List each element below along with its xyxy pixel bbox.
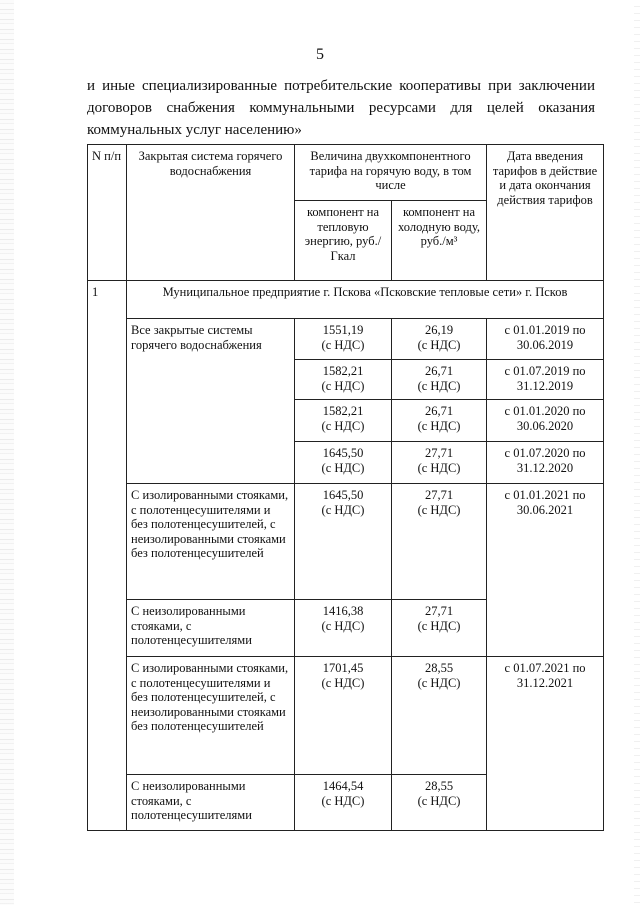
heat-vat: (с НДС) [321,618,365,633]
system-cell: Все закрытые системы горячего водоснабжения [127,319,295,484]
period-cell: с 01.01.2019 по 30.06.2019 [487,319,604,360]
water-value-cell [392,775,487,831]
heat-value-cell [295,360,392,400]
heat-vat: (с НДС) [321,418,365,433]
heat-vat: (с НДС) [321,793,365,808]
heat-value: 1464,54 [322,779,364,793]
period-cell: с 01.01.2020 по 30.06.2020 [487,400,604,442]
heat-vat: (с НДС) [321,675,365,690]
heat-value: 1416,38 [322,604,364,618]
water-value-cell [392,319,487,360]
heat-vat: (с НДС) [321,337,365,352]
heat-value-cell [295,600,392,657]
period-cell: с 01.07.2019 по 31.12.2019 [487,360,604,400]
section-number: 1 [88,281,127,831]
water-value-cell [392,484,487,600]
scan-right-edge [634,0,640,905]
intro-paragraph [87,75,595,141]
water-value-cell [392,600,487,657]
heat-value-cell [295,400,392,442]
water-vat: (с НДС) [417,418,461,433]
water-vat: (с НДС) [417,793,461,808]
water-value: 27,71 [424,446,454,460]
section-title: Муниципальное предприятие г. Пскова «Псковские тепловые сети» г. Псков [127,281,604,319]
water-value: 28,55 [424,779,454,793]
heat-vat: (с НДС) [321,378,365,393]
water-value: 26,71 [424,404,454,418]
intro-line: и иные специализированные потребительские кооперативы при заключении [87,78,595,94]
header-water-component: компонент на холодную воду, руб./м³ [392,201,487,281]
heat-value-cell [295,484,392,600]
water-vat: (с НДС) [417,618,461,633]
period-cell: с 01.07.2021 по 31.12.2021 [487,657,604,775]
period-cell [487,600,604,657]
water-vat: (с НДС) [417,502,461,517]
water-value: 27,71 [424,488,454,502]
water-value-cell [392,400,487,442]
page-number: 5 [316,46,324,63]
heat-value: 1645,50 [322,446,364,460]
system-cell: С изолированными стояками, с полотенцесушителями и без полотенцесушителей, с неизолированными стояками без полотенцесушителей [127,657,295,775]
header-dates: Дата введения тарифов в действие и дата окончания действия тарифов [487,145,604,281]
period-cell: с 01.01.2021 по 30.06.2021 [487,484,604,600]
period-cell [487,775,604,831]
intro-line: коммунальных услуг населению» [87,122,302,138]
heat-value: 1701,45 [322,661,364,675]
system-cell: С неизолированными стояками, с полотенцесушителями [127,600,295,657]
heat-value-cell [295,319,392,360]
header-system: Закрытая система горячего водоснабжения [127,145,295,281]
water-vat: (с НДС) [417,378,461,393]
heat-vat: (с НДС) [321,502,365,517]
water-vat: (с НДС) [417,675,461,690]
system-cell: С неизолированными стояками, с полотенцесушителями [127,775,295,831]
water-value-cell [392,442,487,484]
water-value: 26,71 [424,364,454,378]
heat-value: 1645,50 [322,488,364,502]
header-heat-component: компонент на тепловую энергию, руб./Гкал [295,201,392,281]
header-tariff: Величина двухкомпонентного тарифа на горячую воду, в том числе [295,145,487,201]
water-vat: (с НДС) [417,337,461,352]
header-num: N п/п [88,145,127,281]
intro-line: договоров снабжения коммунальными ресурсами для целей оказания [87,100,595,116]
water-value-cell [392,360,487,400]
water-value-cell [392,657,487,775]
water-value: 28,55 [424,661,454,675]
water-value: 26,19 [424,323,454,337]
heat-value: 1582,21 [322,404,364,418]
system-cell: С изолированными стояками, с полотенцесушителями и без полотенцесушителей, с неизолированными стояками без полотенцесушителей [127,484,295,600]
heat-value-cell [295,775,392,831]
heat-value: 1551,19 [322,323,364,337]
tariff-table [87,144,604,831]
water-value: 27,71 [424,604,454,618]
water-vat: (с НДС) [417,460,461,475]
period-cell: с 01.07.2020 по 31.12.2020 [487,442,604,484]
scan-left-edge [0,0,14,905]
heat-vat: (с НДС) [321,460,365,475]
heat-value-cell [295,442,392,484]
heat-value: 1582,21 [322,364,364,378]
heat-value-cell [295,657,392,775]
